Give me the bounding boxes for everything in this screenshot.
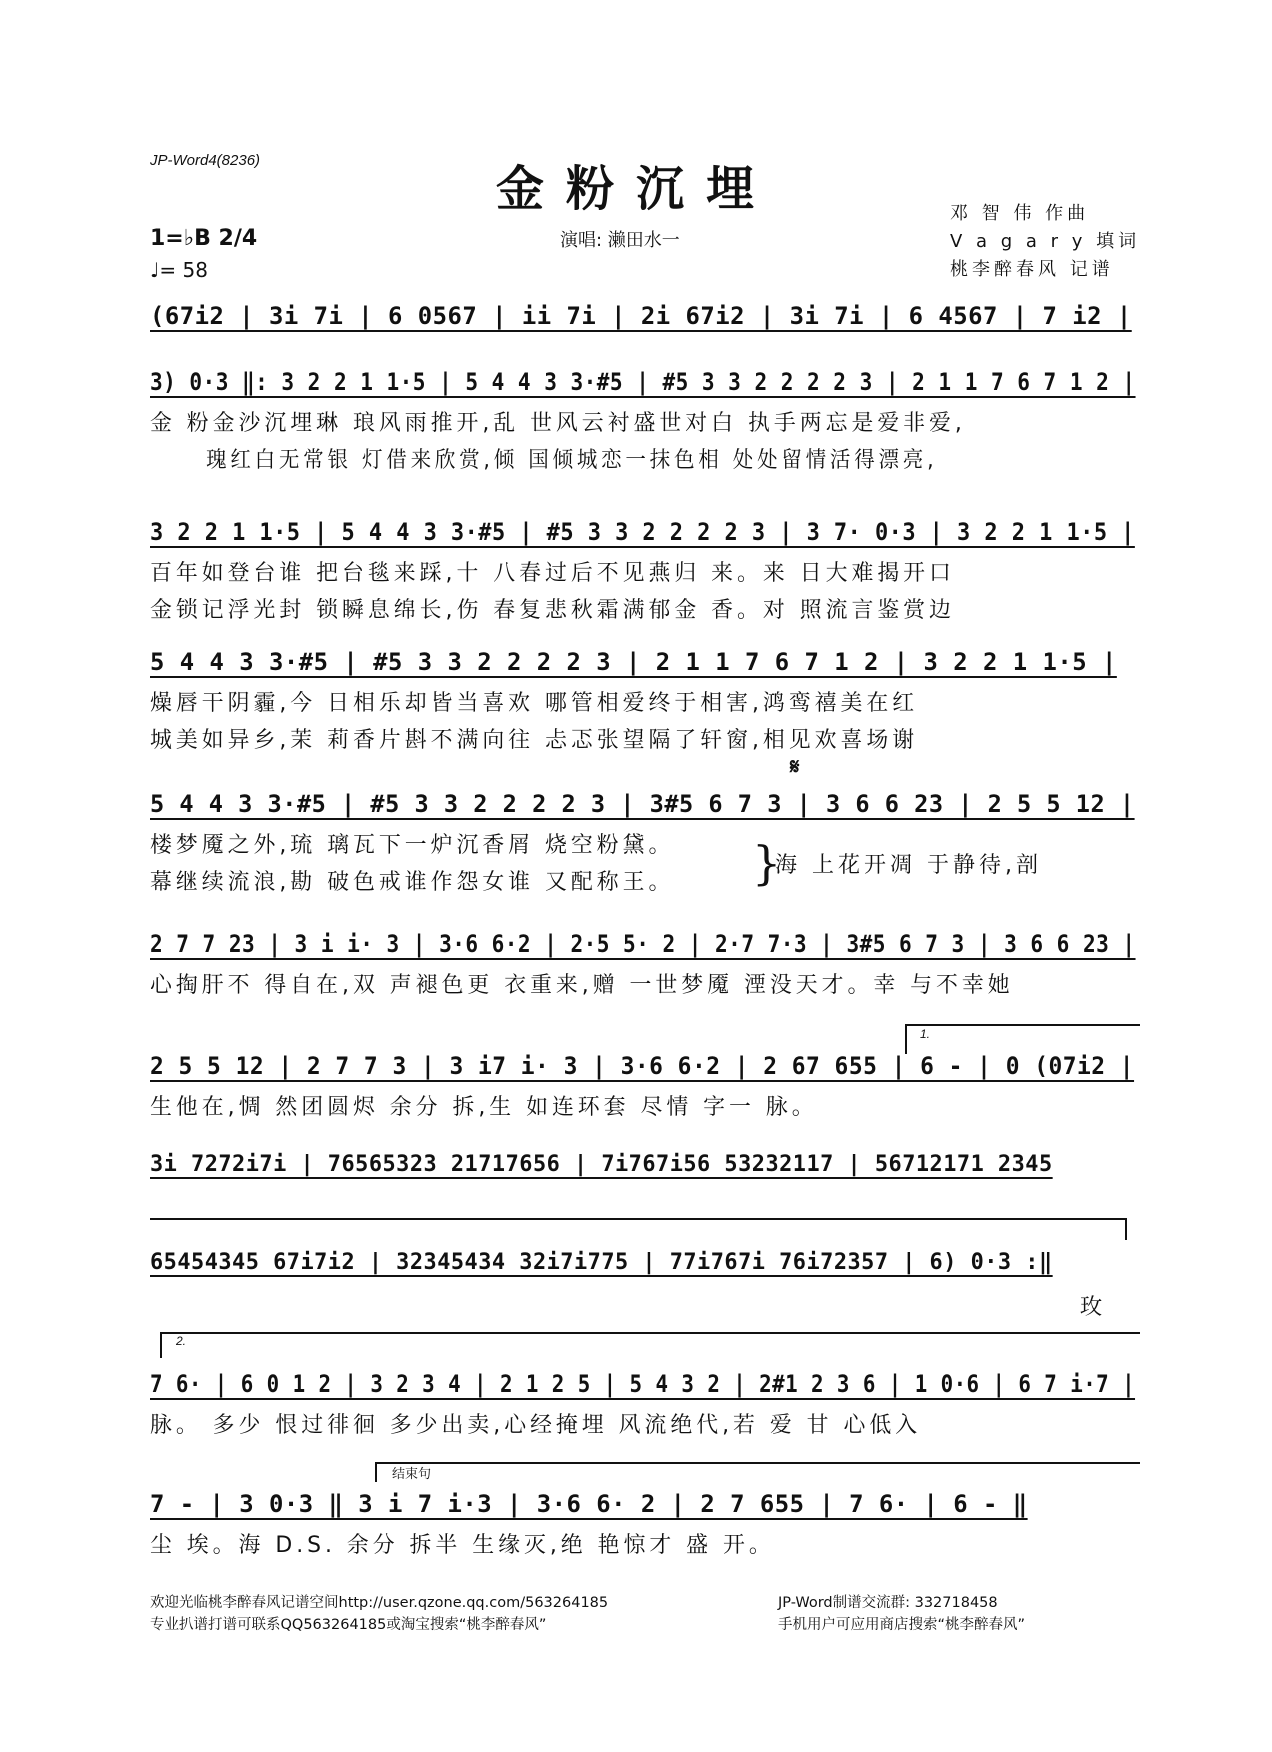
notation-line: 5 4 4 3 3·#5 | #5 3 3 2 2 2 2 3 | 2 1 1 7 6 7 1 2 | 3 2 2 1 1·5 | [150, 648, 1117, 676]
lyricist-credit: V a g a r y 填词 [950, 231, 1141, 252]
notation-line: 3i 7272i7i | 76565323 21717656 | 7i767i56 53232117 | 56712171 2345 [150, 1152, 1053, 1177]
volta-bracket-start [905, 1024, 907, 1054]
lyrics-verse-2: 金锁记浮光封 锁瞬息绵长,伤 春复悲秋霜满郁金 香。对 照流言鉴赏边 [150, 598, 955, 623]
tempo-marking: ♩= 58 [150, 258, 208, 282]
score-system-10 [150, 1370, 1140, 1439]
coda-label: 结束句 [392, 1466, 432, 1481]
lyrics-verse-1: 金 粉金沙沉埋琳 琅风雨推开,乱 世风云衬盛世对白 执手两忘是爱非爱, [150, 411, 966, 436]
volta-2-bracket [160, 1332, 1140, 1334]
song-title: 金粉沉埋 [495, 161, 776, 217]
software-label: JP-Word4(8236) [150, 152, 261, 169]
score-system-3 [150, 518, 1140, 624]
notation-line: (67i2 | 3i 7i | 6 0567 | ii 7i | 2i 67i2 | 3i 7i | 6 4567 | 7 i2 | [150, 302, 1132, 330]
score-system-11 [150, 1490, 1140, 1559]
notation-line: 3) 0·3 ‖: 3 2 2 1 1·5 | 5 4 4 3 3·#5 | #5 3 3 2 2 2 2 3 | 2 1 1 7 6 7 1 2 | [150, 368, 1136, 396]
score-system-4 [150, 648, 1140, 754]
score-system-2 [150, 368, 1140, 474]
lyrics-verse-1: 百年如登台谁 把台毯来踩,十 八春过后不见燕归 来。来 日大难揭开口 [150, 561, 955, 586]
singer-credit: 演唱: 濑田水一 [560, 230, 680, 251]
lyrics-verse-1: 尘 埃。海 D.S. 余分 拆半 生缘灭,绝 艳惊才 盛 开。 [150, 1533, 775, 1558]
volta-bracket-end [1125, 1218, 1127, 1240]
notation-line: 3 2 2 1 1·5 | 5 4 4 3 3·#5 | #5 3 3 2 2 2 2 3 | 3 7· 0·3 | 3 2 2 1 1·5 | [150, 518, 1135, 546]
key-signature: 1=♭B 2/4 [150, 226, 258, 251]
lyrics-shared-tail: 海 上花开凋 于静待,剖 [775, 853, 1042, 878]
footer-left [150, 1592, 608, 1636]
lyrics-verse-2: 城美如异乡,茉 莉香片斟不满向往 忐忑张望隔了轩窗,相见欢喜场谢 [150, 728, 919, 753]
volta-2-bracket-start [160, 1332, 162, 1358]
volta-bracket [905, 1024, 1140, 1026]
lyrics-verse-1: 生他在,惆 然团圆烬 余分 拆,生 如连环套 尽情 字一 脉。 [150, 1095, 818, 1120]
lyrics-verse-1: 燥唇干阴霾,今 日相乐却皆当喜欢 哪管相爱终于相害,鸿鸾禧美在红 [150, 691, 919, 716]
footer-website: 欢迎光临桃李醉春风记谱空间http://user.qzone.qq.com/563264185 [150, 1595, 609, 1611]
coda-bracket-start [375, 1462, 377, 1482]
lyrics-verse-1: 心掏肝不 得自在,双 声褪色更 衣重来,赠 一世梦魇 湮没天才。幸 与不幸她 [150, 973, 1014, 998]
volta-2-label: 2. [176, 1334, 187, 1348]
lyrics-verse-1: 脉。 多少 恨过徘徊 多少出卖,心经掩埋 风流绝代,若 爱 甘 心低入 [150, 1413, 922, 1438]
notation-line: 7 6· | 6 0 1 2 | 3 2 3 4 | 2 1 2 5 | 5 4 3 2 | 2#1 2 3 6 | 1 0·6 | 6 7 i·7 | [150, 1370, 1136, 1398]
segno-sign: 𝄋 [790, 754, 800, 780]
lyrics-verse-2: 幕继续流浪,勘 破色戒谁作怨女谁 又配称王。 [150, 870, 675, 895]
brace-icon: } [752, 836, 782, 890]
notation-line: 2 7 7 23 | 3 i i· 3 | 3·6 6·2 | 2·5 5· 2 | 2·7 7·3 | 3#5 6 7 3 | 3 6 6 23 | [150, 930, 1136, 958]
score-system-6 [150, 930, 1140, 999]
notation-line: 5 4 4 3 3·#5 | #5 3 3 2 2 2 2 3 | 3#5 6 7 3 | 3 6 6 23 | 2 5 5 12 | [150, 790, 1135, 818]
footer-contact: 专业扒谱打谱可联系QQ563264185或淘宝搜索“桃李醉春风” [150, 1617, 547, 1633]
score-system-5 [150, 790, 1140, 896]
volta-1-label: 1. [920, 1027, 931, 1041]
credits-block [950, 200, 1140, 284]
lyrics-verse-2: 瑰红白无常银 灯借来欣赏,倾 国倾城恋一抹色相 处处留情活得漂亮, [206, 448, 938, 473]
coda-bracket [375, 1462, 1140, 1464]
volta-bracket-continuation [150, 1218, 1125, 1220]
footer-group: JP-Word制谱交流群: 332718458 [778, 1595, 998, 1611]
composer-credit: 邓 智 伟 作曲 [950, 203, 1090, 224]
transcriber-credit: 桃李醉春风 记谱 [950, 259, 1114, 280]
score-system-8 [150, 1152, 1140, 1177]
footer-right [778, 1592, 1025, 1636]
lyrics-verse-1: 楼梦魇之外,琉 璃瓦下一炉沉香屑 烧空粉黛。 [150, 833, 675, 858]
score-system-7 [150, 1052, 1140, 1121]
notation-line: 7 - | 3 0·3 ‖ 3 i 7 i·3 | 3·6 6· 2 | 2 7 655 | 7 6· | 6 - ‖ [150, 1490, 1028, 1518]
notation-line: 2 5 5 12 | 2 7 7 3 | 3 i7 i· 3 | 3·6 6·2 | 2 67 655 | 6 - | 0 (07i2 | [150, 1052, 1135, 1080]
score-system-1 [150, 302, 1140, 330]
pickup-lyric: 玫 [1080, 1295, 1107, 1320]
footer-app: 手机用户可应用商店搜索“桃李醉春风” [778, 1617, 1026, 1633]
score-system-9 [150, 1250, 1140, 1275]
notation-line: 65454345 67i7i2 | 32345434 32i7i775 | 77i767i 76i72357 | 6) 0·3 :‖ [150, 1250, 1053, 1275]
